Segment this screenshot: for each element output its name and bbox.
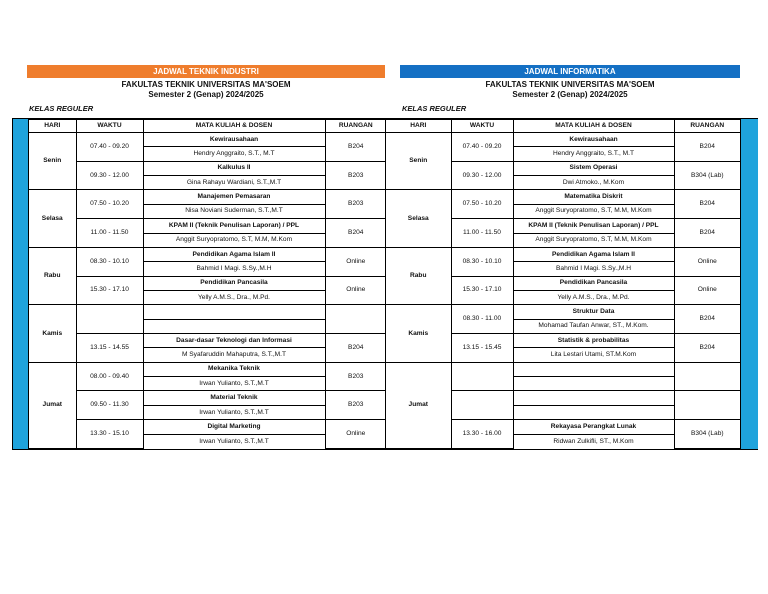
- ti-semester-title: Semester 2 (Genap) 2024/2025: [148, 90, 264, 99]
- mata-kuliah-header: MATA KULIAH & DOSEN: [513, 120, 674, 133]
- room-cell: B203: [325, 190, 386, 219]
- if-header-row: [386, 120, 740, 133]
- lecturer-name: Irwan Yulianto, S.T.,M.T: [143, 405, 325, 419]
- course-name: Kewirausahaan: [143, 133, 325, 147]
- ruangan-header: RUANGAN: [325, 120, 386, 133]
- if-schedule-grid: [385, 118, 758, 450]
- day-cell: Jumat: [386, 362, 451, 448]
- day-cell: Senin: [29, 133, 76, 190]
- room-cell: B204: [674, 334, 740, 363]
- day-cell: Rabu: [29, 247, 76, 304]
- ti-banner: JADWAL TEKNIK INDUSTRI: [27, 65, 385, 78]
- time-cell: 08.00 - 09.40: [76, 362, 143, 391]
- day-cell: Kamis: [29, 305, 76, 362]
- table-row: [29, 276, 386, 290]
- room-cell: B204: [674, 219, 740, 248]
- lecturer-name: [513, 377, 674, 391]
- room-cell: B204: [674, 305, 740, 334]
- hari-header: HARI: [386, 120, 451, 133]
- table-row: [29, 219, 386, 233]
- table-row: [386, 133, 740, 147]
- table-row: [29, 190, 386, 204]
- ti-header: [27, 65, 385, 113]
- time-cell: 09.30 - 12.00: [451, 161, 513, 190]
- course-name: Material Teknik: [143, 391, 325, 405]
- lecturer-name: Dwi Atmoko., M.Kom: [513, 176, 674, 190]
- lecturer-name: Anggit Suryopratomo, S.T, M.M, M.Kom: [143, 233, 325, 247]
- time-cell: 11.00 - 11.50: [76, 219, 143, 248]
- room-cell: Online: [325, 276, 386, 305]
- room-cell: B204: [325, 334, 386, 363]
- time-cell: 15.30 - 17.10: [451, 276, 513, 305]
- table-row: [29, 362, 386, 376]
- time-cell: [76, 305, 143, 334]
- lecturer-name: Lita Lestari Utami, ST.M.Kom: [513, 348, 674, 362]
- room-cell: Online: [325, 420, 386, 449]
- time-cell: 11.00 - 11.50: [451, 219, 513, 248]
- course-name: Pendidikan Agama Islam II: [143, 247, 325, 261]
- time-cell: 09.30 - 12.00: [76, 161, 143, 190]
- time-cell: 08.30 - 11.00: [451, 305, 513, 334]
- lecturer-name: Irwan Yulianto, S.T.,M.T: [143, 377, 325, 391]
- course-name: Matematika Diskrit: [513, 190, 674, 204]
- room-cell: B204: [674, 190, 740, 219]
- lecturer-name: Anggit Suryopratomo, S.T, M.M, M.Kom: [513, 233, 674, 247]
- lecturer-name: Nisa Noviani Suderman, S.T.,M.T: [143, 204, 325, 218]
- ti-schedule-grid: [12, 118, 386, 450]
- room-cell: Online: [674, 276, 740, 305]
- table-row: [29, 247, 386, 261]
- room-cell: [674, 391, 740, 420]
- room-cell: B204: [674, 133, 740, 162]
- if-header: [400, 65, 740, 113]
- course-name: KPAM II (Teknik Penulisan Laporan) / PPL: [143, 219, 325, 233]
- course-name: Pendidikan Agama Islam II: [513, 247, 674, 261]
- course-name: Mekanika Teknik: [143, 362, 325, 376]
- ti-kelas-label: KELAS REGULER: [29, 104, 94, 113]
- time-cell: 07.40 - 09.20: [451, 133, 513, 162]
- table-row: [29, 305, 386, 319]
- course-name: [143, 305, 325, 319]
- room-cell: B304 (Lab): [674, 420, 740, 449]
- day-cell: Selasa: [29, 190, 76, 247]
- lecturer-name: Gina Rahayu Wardiani, S.T.,M.T: [143, 176, 325, 190]
- day-cell: Senin: [386, 133, 451, 190]
- mata-kuliah-header: MATA KULIAH & DOSEN: [143, 120, 325, 133]
- time-cell: 08.30 - 10.10: [76, 247, 143, 276]
- lecturer-name: M Syafaruddin Mahaputra, S.T.,M.T: [143, 348, 325, 362]
- course-name: Digital Marketing: [143, 420, 325, 434]
- course-name: Dasar-dasar Teknologi dan Informasi: [143, 334, 325, 348]
- day-cell: Kamis: [386, 305, 451, 362]
- time-cell: 13.15 - 14.55: [76, 334, 143, 363]
- lecturer-name: Hendry Anggraito, S.T., M.T: [513, 147, 674, 161]
- if-side-bar: [740, 119, 758, 449]
- ti-side-bar: [13, 119, 29, 449]
- course-name: Pendidikan Pancasila: [513, 276, 674, 290]
- course-name: Statistik & probabilitas: [513, 334, 674, 348]
- time-cell: 13.30 - 16.00: [451, 420, 513, 449]
- room-cell: B204: [325, 219, 386, 248]
- course-name: Sistem Operasi: [513, 161, 674, 175]
- course-name: Kalkulus II: [143, 161, 325, 175]
- room-cell: [674, 362, 740, 391]
- course-name: [513, 391, 674, 405]
- ruangan-header: RUANGAN: [674, 120, 740, 133]
- time-cell: 13.30 - 15.10: [76, 420, 143, 449]
- room-cell: B204: [325, 133, 386, 162]
- lecturer-name: Yelly A.M.S., Dra., M.Pd.: [513, 290, 674, 304]
- time-cell: [451, 362, 513, 391]
- lecturer-name: [513, 405, 674, 419]
- table-row: [386, 190, 740, 204]
- room-cell: B304 (Lab): [674, 161, 740, 190]
- room-cell: B203: [325, 391, 386, 420]
- ti-schedule-table: [29, 119, 386, 449]
- if-schedule-table: [386, 119, 740, 449]
- lecturer-name: Bahmid I Magi. S.Sy.,M.H: [143, 262, 325, 276]
- time-cell: 08.30 - 10.10: [451, 247, 513, 276]
- ti-header-row: [29, 120, 386, 133]
- course-name: Rekayasa Perangkat Lunak: [513, 420, 674, 434]
- room-cell: [325, 305, 386, 334]
- lecturer-name: [143, 319, 325, 333]
- time-cell: 15.30 - 17.10: [76, 276, 143, 305]
- day-cell: Selasa: [386, 190, 451, 247]
- lecturer-name: Yelly A.M.S., Dra., M.Pd.: [143, 290, 325, 304]
- lecturer-name: Bahmid I Magi. S.Sy.,M.H: [513, 262, 674, 276]
- table-row: [29, 334, 386, 348]
- lecturer-name: Mohamad Taufan Anwar, ST., M.Kom.: [513, 319, 674, 333]
- time-cell: 09.50 - 11.30: [76, 391, 143, 420]
- table-row: [29, 391, 386, 405]
- table-row: [386, 247, 740, 261]
- waktu-header: WAKTU: [451, 120, 513, 133]
- time-cell: 07.50 - 10.20: [76, 190, 143, 219]
- day-cell: Rabu: [386, 247, 451, 304]
- lecturer-name: Ridwan Zulkifli, ST., M.Kom: [513, 434, 674, 448]
- course-name: Manajemen Pemasaran: [143, 190, 325, 204]
- table-row: [386, 305, 740, 319]
- lecturer-name: Anggit Suryopratomo, S.T, M.M, M.Kom: [513, 204, 674, 218]
- if-kelas-label: KELAS REGULER: [402, 104, 467, 113]
- room-cell: B203: [325, 161, 386, 190]
- table-row: [29, 133, 386, 147]
- room-cell: B203: [325, 362, 386, 391]
- hari-header: HARI: [29, 120, 76, 133]
- table-row: [386, 362, 740, 376]
- ti-faculty-title: FAKULTAS TEKNIK UNIVERSITAS MA'SOEM: [121, 80, 291, 89]
- day-cell: Jumat: [29, 362, 76, 448]
- if-banner: JADWAL INFORMATIKA: [400, 65, 740, 78]
- table-row: [29, 420, 386, 434]
- lecturer-name: Irwan Yulianto, S.T.,M.T: [143, 434, 325, 448]
- room-cell: Online: [325, 247, 386, 276]
- course-name: KPAM II (Teknik Penulisan Laporan) / PPL: [513, 219, 674, 233]
- time-cell: 07.40 - 09.20: [76, 133, 143, 162]
- course-name: Struktur Data: [513, 305, 674, 319]
- course-name: [513, 362, 674, 376]
- if-semester-title: Semester 2 (Genap) 2024/2025: [512, 90, 628, 99]
- time-cell: [451, 391, 513, 420]
- time-cell: 07.50 - 10.20: [451, 190, 513, 219]
- room-cell: Online: [674, 247, 740, 276]
- table-row: [29, 161, 386, 175]
- lecturer-name: Hendry Anggraito, S.T., M.T: [143, 147, 325, 161]
- course-name: Kewirausahaan: [513, 133, 674, 147]
- time-cell: 13.15 - 15.45: [451, 334, 513, 363]
- course-name: Pendidikan Pancasila: [143, 276, 325, 290]
- if-faculty-title: FAKULTAS TEKNIK UNIVERSITAS MA'SOEM: [485, 80, 655, 89]
- waktu-header: WAKTU: [76, 120, 143, 133]
